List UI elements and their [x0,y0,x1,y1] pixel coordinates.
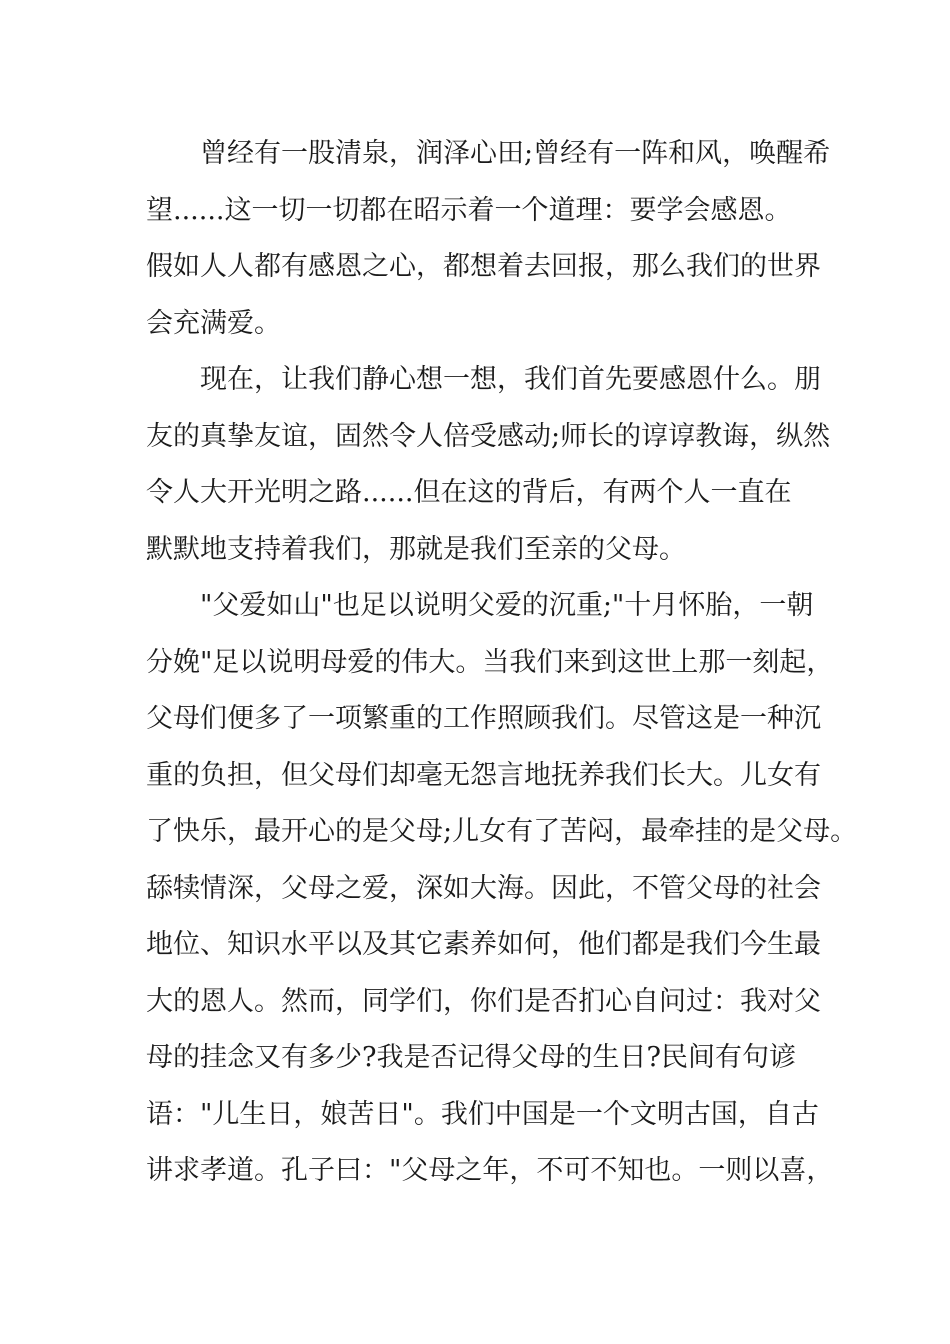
text-line: 曾经有一股清泉，润泽心田;曾经有一阵和风，唤醒希 [200,138,831,169]
text-line: 望......这一切一切都在昭示着一个道理：要学会感恩。 [146,194,792,226]
text-line: 友的真挚友谊，固然令人倍受感动;师长的谆谆教诲，纵然 [146,420,831,452]
text-line: 大的恩人。然而，同学们，你们是否扪心自问过：我对父 [146,985,821,1017]
body-text [146,126,858,1200]
text-line: 父母们便多了一项繁重的工作照顾我们。尽管这是一种沉 [146,703,821,734]
text-line: 分娩"足以说明母爱的伟大。当我们来到这世上那一刻起， [146,646,834,678]
text-line: 假如人人都有感恩之心，都想着去回报，那么我们的世界 [146,251,821,282]
text-line: 了快乐，最开心的是父母;儿女有了苦闷，最牵挂的是父母。 [146,816,858,847]
text-line: "父爱如山"也足以说明父爱的沉重;"十月怀胎，一朝 [200,590,814,621]
text-line: 舔犊情深，父母之爱，深如大海。因此，不管父母的社会 [146,872,821,904]
text-line: 会充满爱。 [146,307,281,339]
text-line: 重的负担，但父母们却毫无怨言地抚养我们长大。儿女有 [146,759,821,791]
text-line: 默默地支持着我们，那就是我们至亲的父母。 [146,533,686,565]
text-line: 讲求孝道。孔子曰："父母之年，不可不知也。一则以喜， [146,1155,834,1186]
text-line: 现在，让我们静心想一想，我们首先要感恩什么。朋 [200,364,821,395]
text-line: 语："儿生日，娘苦日"。我们中国是一个文明古国，自古 [146,1098,819,1130]
text-line: 令人大开光明之路......但在这的背后，有两个人一直在 [146,477,792,508]
text-line: 母的挂念又有多少?我是否记得父母的生日?民间有句谚 [146,1042,796,1073]
text-line: 地位、知识水平以及其它素养如何，他们都是我们今生最 [146,929,821,960]
